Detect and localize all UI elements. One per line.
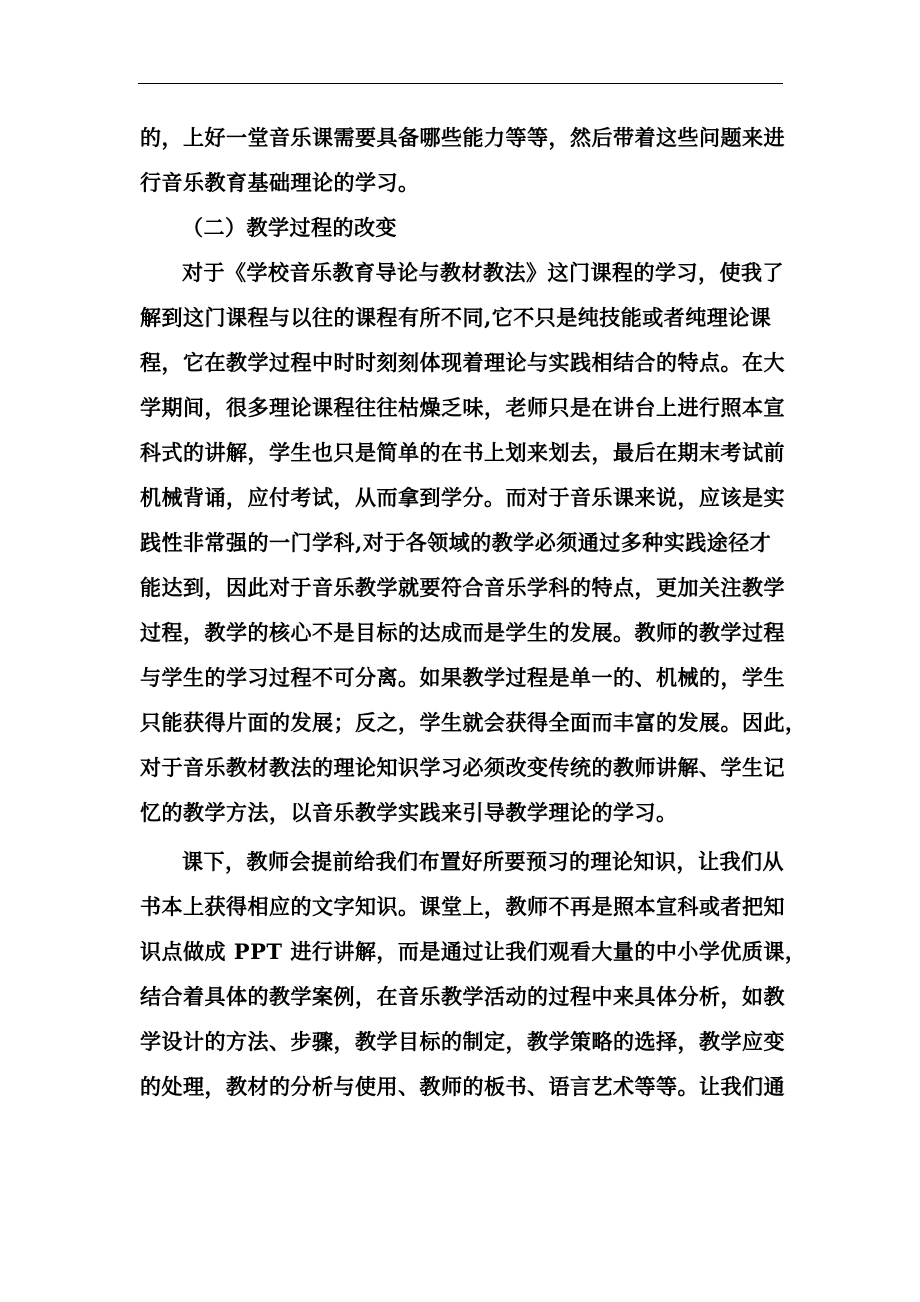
text-line: 践性非常强的一门学科,对于各领域的教学必须通过多种实践途径才 — [140, 530, 772, 555]
text-line: 对于音乐教材教法的理论知识学习必须改变传统的教师讲解、学生记 — [140, 755, 785, 780]
text-line: 过程，教学的核心不是目标的达成而是学生的发展。教师的教学过程 — [140, 620, 785, 645]
text-line: 对于《学校音乐教育导论与教材教法》这门课程的学习，使我了 — [182, 260, 784, 285]
paragraph-classroom — [140, 839, 807, 1109]
section-heading: （二）教学过程的改变 — [182, 215, 397, 240]
paragraph-teaching-process — [140, 250, 807, 835]
text-line: 学期间，很多理论课程往往枯燥乏味，老师只是在讲台上进行照本宣 — [140, 395, 785, 420]
text-line: 的处理，教材的分析与使用、教师的板书、语言艺术等等。让我们通 — [140, 1074, 785, 1099]
text-line: 程，它在教学过程中时时刻刻体现着理论与实践相结合的特点。在大 — [140, 350, 785, 375]
text-line: 行音乐教育基础理论的学习。 — [140, 170, 420, 195]
text-line: 能达到，因此对于音乐教学就要符合音乐学科的特点，更加关注教学 — [140, 575, 785, 600]
text-line: 与学生的学习过程不可分离。如果教学过程是单一的、机械的，学生 — [140, 665, 785, 690]
header-rule — [138, 83, 783, 84]
text-line: 科式的讲解，学生也只是简单的在书上划来划去，最后在期末考试前 — [140, 440, 785, 465]
text-line: 结合着具体的教学案例，在音乐教学活动的过程中来具体分析，如教 — [140, 984, 785, 1009]
text-line: 只能获得片面的发展；反之，学生就会获得全面而丰富的发展。因此， — [140, 710, 807, 735]
paragraph-continuation — [140, 115, 785, 205]
text-line: 识点做成 PPT 进行讲解，而是通过让我们观看大量的中小学优质课， — [140, 939, 807, 964]
text-line: 学设计的方法、步骤，教学目标的制定，教学策略的选择，教学应变 — [140, 1029, 785, 1054]
text-line: 课下，教师会提前给我们布置好所要预习的理论知识，让我们从 — [182, 849, 784, 874]
text-line: 机械背诵，应付考试，从而拿到学分。而对于音乐课来说，应该是实 — [140, 485, 785, 510]
text-line: 忆的教学方法，以音乐教学实践来引导教学理论的学习。 — [140, 800, 678, 825]
text-line: 解到这门课程与以往的课程有所不同,它不只是纯技能或者纯理论课 — [140, 305, 772, 330]
text-line: 书本上获得相应的文字知识。课堂上，教师不再是照本宣科或者把知 — [140, 894, 785, 919]
text-line: 的，上好一堂音乐课需要具备哪些能力等等，然后带着这些问题来进 — [140, 125, 785, 150]
document-body — [140, 115, 807, 1109]
